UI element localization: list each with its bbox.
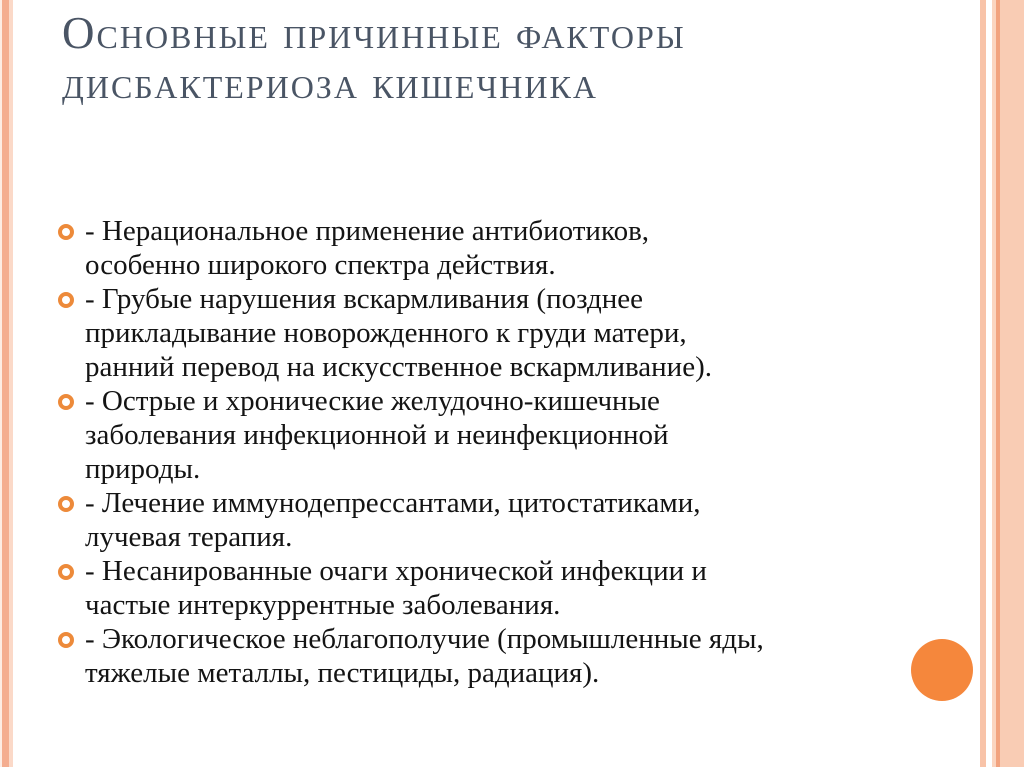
- right-border-stripe: [980, 0, 1024, 767]
- list-item: [58, 214, 765, 282]
- title-line-1: Основные причинные факторы: [62, 8, 686, 58]
- bullet-icon: [58, 496, 74, 512]
- bullet-icon: [58, 224, 74, 240]
- list-item-text: - Грубые нарушения вскармливания (позднее прикладывание новорожденного к груди матери, ранний перевод на искусственное вскармливание).: [85, 283, 712, 383]
- list-item: [58, 384, 765, 486]
- bullet-icon: [58, 632, 74, 648]
- slide-number-circle: [911, 639, 973, 701]
- list-item-text: - Несанированные очаги хронической инфекции и частые интеркуррентные заболевания.: [85, 555, 707, 621]
- list-item-text: - Экологическое неблагополучие (промышленные яды, тяжелые металлы, пестициды, радиация).: [85, 623, 764, 689]
- bullet-list: [58, 214, 765, 690]
- list-item: [58, 282, 765, 384]
- list-item-text: - Острые и хронические желудочно-кишечные заболевания инфекционной и неинфекционной природы.: [85, 385, 669, 485]
- list-item: [58, 622, 765, 690]
- title-line-2: дисбактериоза кишечника: [62, 58, 598, 108]
- list-item-text: - Лечение иммунодепрессантами, цитостатиками, лучевая терапия.: [85, 487, 701, 553]
- left-border-stripe: [0, 0, 13, 767]
- slide-title: [62, 8, 822, 108]
- list-item: [58, 554, 765, 622]
- bullet-icon: [58, 292, 74, 308]
- list-item: [58, 486, 765, 554]
- bullet-icon: [58, 564, 74, 580]
- bullet-icon: [58, 394, 74, 410]
- list-item-text: - Нерациональное применение антибиотиков, особенно широкого спектра действия.: [85, 215, 650, 281]
